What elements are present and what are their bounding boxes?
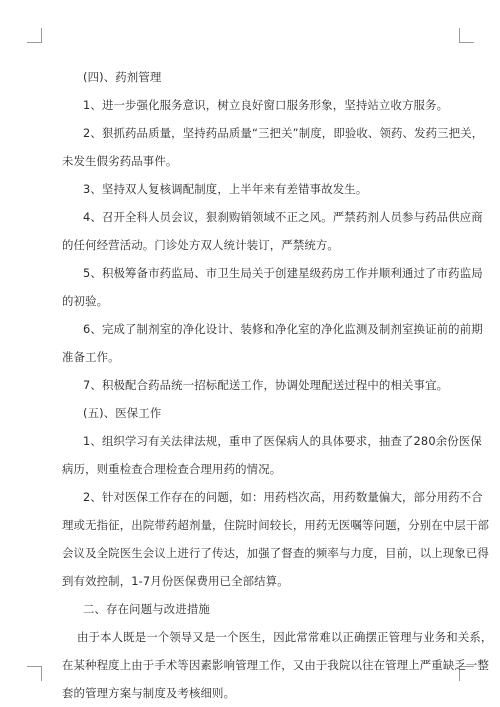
paragraph-line: 2、狠抓药品质量，坚持药品质量“三把关”制度，即验收、领药、发药三把关， xyxy=(83,126,484,140)
paragraph-line: 2、针对医保工作存在的问题，如：用药档次高，用药数量偏大，部分用药不合 xyxy=(83,490,483,504)
paragraph-line: 5、积极筹备市药监局、市卫生局关于创建星级药房工作并顺利通过了市药监局 xyxy=(83,266,483,280)
section-heading-problems: 二、存在问题与改进措施 xyxy=(83,602,210,616)
paragraph-line: 到有效控制，1-7月份医保费用已全部结算。 xyxy=(62,574,289,588)
section-heading-pharmacy: (四)、药剂管理 xyxy=(83,70,162,84)
paragraph-line: 1、组织学习有关法律法规，重申了医保病人的具体要求，抽查了280余份医保 xyxy=(83,434,482,448)
paragraph-line: 在某种程度上由于手术等因素影响管理工作，又由于我院以往在管理上严重缺乏一整 xyxy=(62,658,490,672)
crop-mark-top-left xyxy=(27,28,42,43)
paragraph-line: 4、召开全科人员会议，狠刹购销领域不正之风。严禁药剂人员参与药品供应商 xyxy=(83,210,483,224)
paragraph-line: 由于本人既是一个领导又是一个医生，因此常常难以正确摆正管理与业务和关系， xyxy=(77,630,493,644)
paragraph-line: 7、积极配合药品统一招标配送工作，协调处理配送过程中的相关事宜。 xyxy=(83,378,449,392)
paragraph-line: 1、进一步强化服务意识，树立良好窗口服务形象，坚持站立收方服务。 xyxy=(83,98,449,112)
paragraph-line: 的任何经营活动。门诊处方双人统计装订，严禁统方。 xyxy=(62,238,339,252)
section-heading-medical-insurance: (五)、医保工作 xyxy=(83,406,162,420)
paragraph-line: 会议及全院医生会议上进行了传达，加强了督查的频率与力度，目前，以上现象已得 xyxy=(62,546,490,560)
paragraph-line: 3、坚持双人复核调配制度，上半年来有差错事故发生。 xyxy=(83,182,368,196)
paragraph-line: 理或无指征，出院带药超剂量，住院时间较长，用药无医嘱等问题，分别在中层干部 xyxy=(62,518,490,532)
crop-mark-top-right xyxy=(459,28,474,43)
paragraph-line: 未发生假劣药品事件。 xyxy=(62,154,178,168)
paragraph-line: 6、完成了制剂室的净化设计、装修和净化室的净化监测及制剂室换证前的前期 xyxy=(83,322,483,336)
crop-mark-bottom-left xyxy=(27,666,42,681)
paragraph-line: 套的管理方案与制度及考核细则。 xyxy=(62,686,236,700)
paragraph-line: 的初验。 xyxy=(62,294,109,308)
paragraph-line: 病历，则重检查合理检查合理用药的情况。 xyxy=(62,462,282,476)
paragraph-line: 准备工作。 xyxy=(62,350,120,364)
